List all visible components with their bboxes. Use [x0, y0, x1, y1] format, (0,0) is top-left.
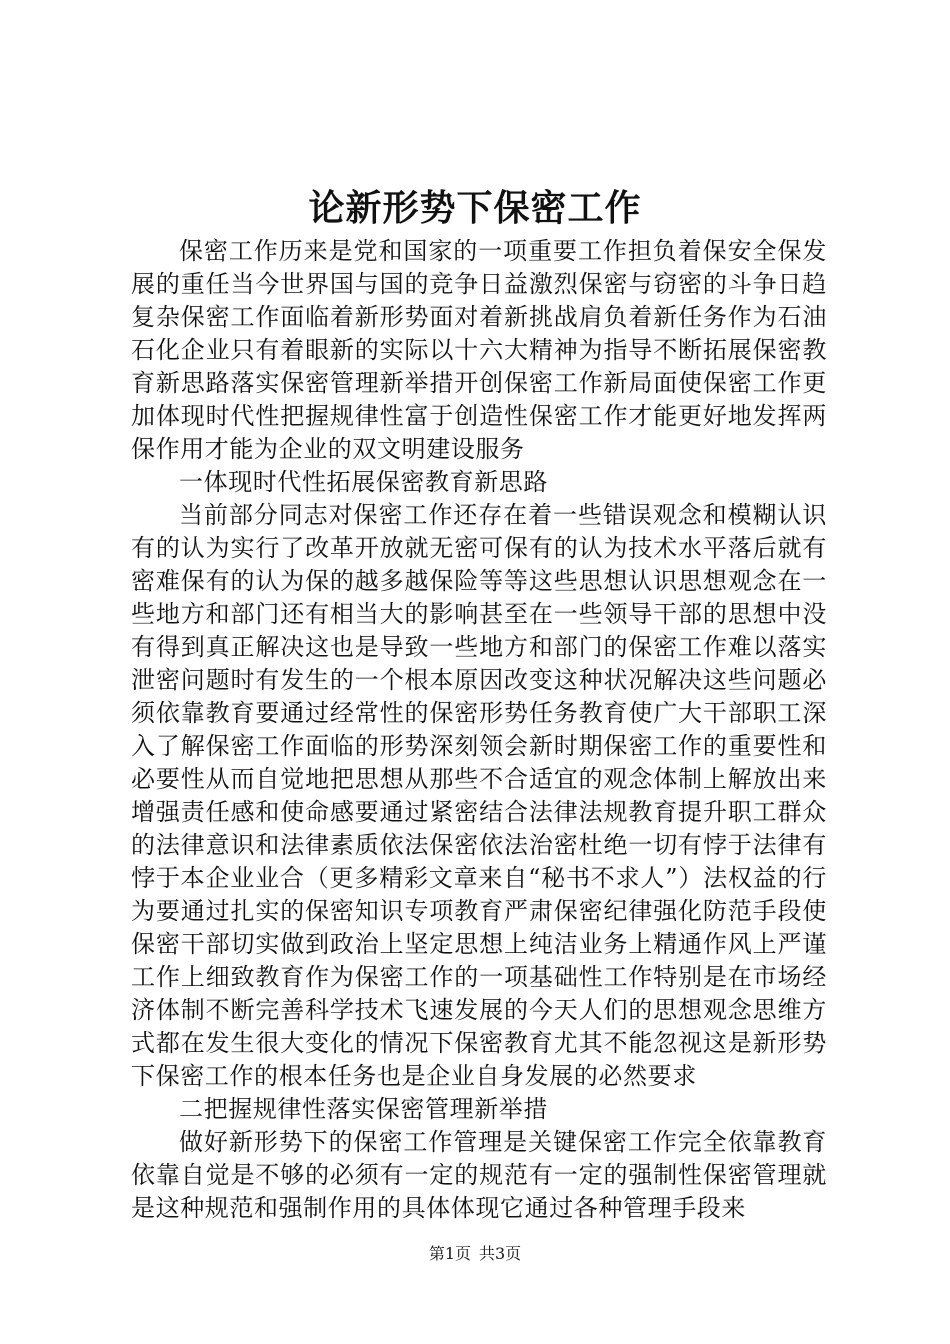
section-heading-1: 一体现时代性拓展保密教育新思路 — [179, 468, 548, 496]
paragraph-section-1: 当前部分同志对保密工作还存在着一些错误观念和模糊认识有的认为实行了改革开放就无密可保有的认为技术水平落后就有密难保有的认为保的越多越保险等等这些思想认识思想观念在一些地方和部门还有相当大的影响甚至在一些领导干部的思想中没有得到真正解决这也是导致一些地方和部门的保密工作难以落实泄密问题时有发生的一个根本原因改变这种状况解决这些问题必须依靠教育要通过经常性的保密形势任务教育使广大干部职工深入了解保密工作面临的形势深刻领会新时期保密工作的重要性和必要性从而自觉地把思想从那些不合适宜的观念体制上解放出来增强责任感和使命感要通过紧密结合法律法规教育提升职工群众的法律意识和法律素质依法保密依法治密杜绝一切有悖于法律有悖于本企业业合（更多精彩文章来自“秘书不求人”）法权益的行为要通过扎实的保密知识专项教育严肃保密纪律强化防范手段使保密干部切实做到政治上坚定思想上纯洁业务上精通作风上严谨工作上细致教育作为保密工作的一项基础性工作特别是在市场经济体制不断完善科学技术飞速发展的今天人们的思想观念思维方式都在发生很大变化的情况下保密教育尤其不能忽视这是新形势下保密工作的根本任务也是企业自身发展的必然要求 — [131, 501, 827, 1090]
paragraph-section-2: 做好新形势下的保密工作管理是关键保密工作完全依靠教育依靠自觉是不够的必须有一定的规范有一定的强制性保密管理就是这种规范和强制作用的具体体现它通过各种管理手段来 — [131, 1128, 827, 1222]
section-heading-2: 二把握规律性落实保密管理新举措 — [179, 1095, 548, 1123]
page-number: 第1页 — [428, 1244, 471, 1263]
page-total: 共3页 — [479, 1244, 522, 1263]
document-body — [131, 235, 827, 1225]
document-title: 论新形势下保密工作 — [308, 187, 642, 229]
paragraph-intro: 保密工作历来是党和国家的一项重要工作担负着保安全保发展的重任当今世界国与国的竞争日益激烈保密与窃密的斗争日趋复杂保密工作面临着新形势面对着新挑战肩负着新任务作为石油石化企业只有着眼新的实际以十六大精神为指导不断拓展保密教育新思路落实保密管理新举措开创保密工作新局面使保密工作更加体现时代性把握规律性富于创造性保密工作才能更好地发挥两保作用才能为企业的双文明建设服务 — [131, 237, 827, 463]
page-footer — [0, 1243, 950, 1265]
